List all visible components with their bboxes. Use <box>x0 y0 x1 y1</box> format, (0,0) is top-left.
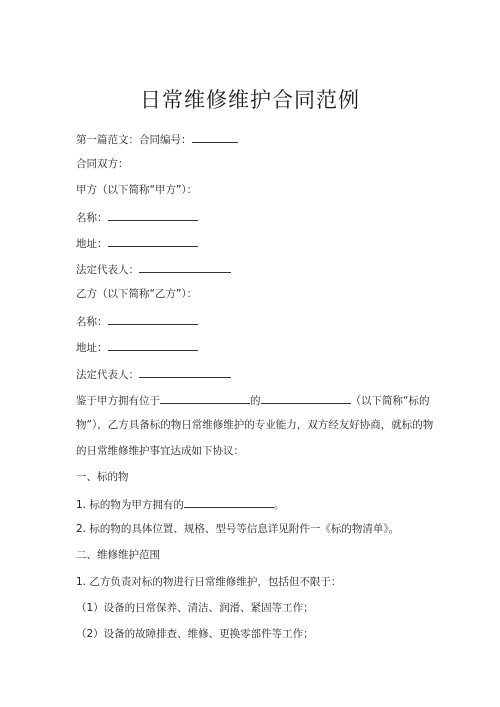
party-a-address-label: 地址： <box>76 238 108 250</box>
whereas-text-c: （以下简称“标的 <box>350 395 430 407</box>
party-b-representative-label: 法定代表人： <box>76 369 139 381</box>
party-a-heading: 甲方（以下简称“甲方”）： <box>76 184 198 196</box>
contract-number-line <box>76 131 238 147</box>
whereas-object-blank[interactable] <box>261 392 351 404</box>
party-a-representative-label: 法定代表人： <box>76 264 139 276</box>
party-a-representative-blank[interactable] <box>139 261 231 273</box>
party-a-address-line <box>76 235 198 251</box>
contract-number-blank[interactable] <box>192 131 238 143</box>
clause-2-1-item-1: （1）设备的日常保养、清洁、润滑、紧固等工作； <box>76 602 314 614</box>
party-a-name-blank[interactable] <box>108 209 198 221</box>
whereas-line-3: 的日常维修维护事宜达成如下协议： <box>76 445 244 457</box>
party-b-name-blank[interactable] <box>108 313 198 325</box>
clause-2-1: 1. 乙方负责对标的物进行日常维修维护，包括但不限于： <box>76 576 342 588</box>
party-a-address-blank[interactable] <box>108 235 198 247</box>
party-b-representative-blank[interactable] <box>139 366 231 378</box>
party-b-address-line <box>76 339 198 355</box>
party-b-address-blank[interactable] <box>108 339 198 351</box>
document-title: 日常维修维护合同范例 <box>140 88 360 112</box>
party-a-name-line <box>76 209 198 225</box>
clause-1-1-blank[interactable] <box>184 496 274 508</box>
parties-heading: 合同双方： <box>76 158 129 170</box>
party-b-address-label: 地址： <box>76 342 108 354</box>
clause-1-1-text: 1. 标的物为甲方拥有的 <box>76 499 184 511</box>
party-b-name-label: 名称： <box>76 316 108 328</box>
whereas-line-2: 物”），乙方具备标的物日常维修维护的专业能力，双方经友好协商，就标的物 <box>76 419 434 431</box>
whereas-line-1 <box>76 392 429 408</box>
party-b-representative-line <box>76 366 231 382</box>
party-b-heading: 乙方（以下简称“乙方”）： <box>76 288 198 300</box>
clause-1-1 <box>76 496 284 512</box>
whereas-location-blank[interactable] <box>160 392 250 404</box>
clause-1-2: 2. 标的物的具体位置、规格、型号等信息详见附件一《标的物清单》。 <box>76 523 400 535</box>
party-b-name-line <box>76 313 198 329</box>
section-1-heading: 一、标的物 <box>76 471 129 483</box>
whereas-text-b: 的 <box>250 395 261 407</box>
clause-1-1-end: 。 <box>273 499 285 511</box>
section-2-heading: 二、维修维护范围 <box>76 549 160 561</box>
clause-2-1-item-2: （2）设备的故障排查、维修、更换零部件等工作； <box>76 628 314 640</box>
party-a-representative-line <box>76 261 231 277</box>
whereas-text-a: 鉴于甲方拥有位于 <box>76 395 160 407</box>
contract-number-label: 第一篇范文：合同编号： <box>76 134 192 146</box>
party-a-name-label: 名称： <box>76 212 108 224</box>
